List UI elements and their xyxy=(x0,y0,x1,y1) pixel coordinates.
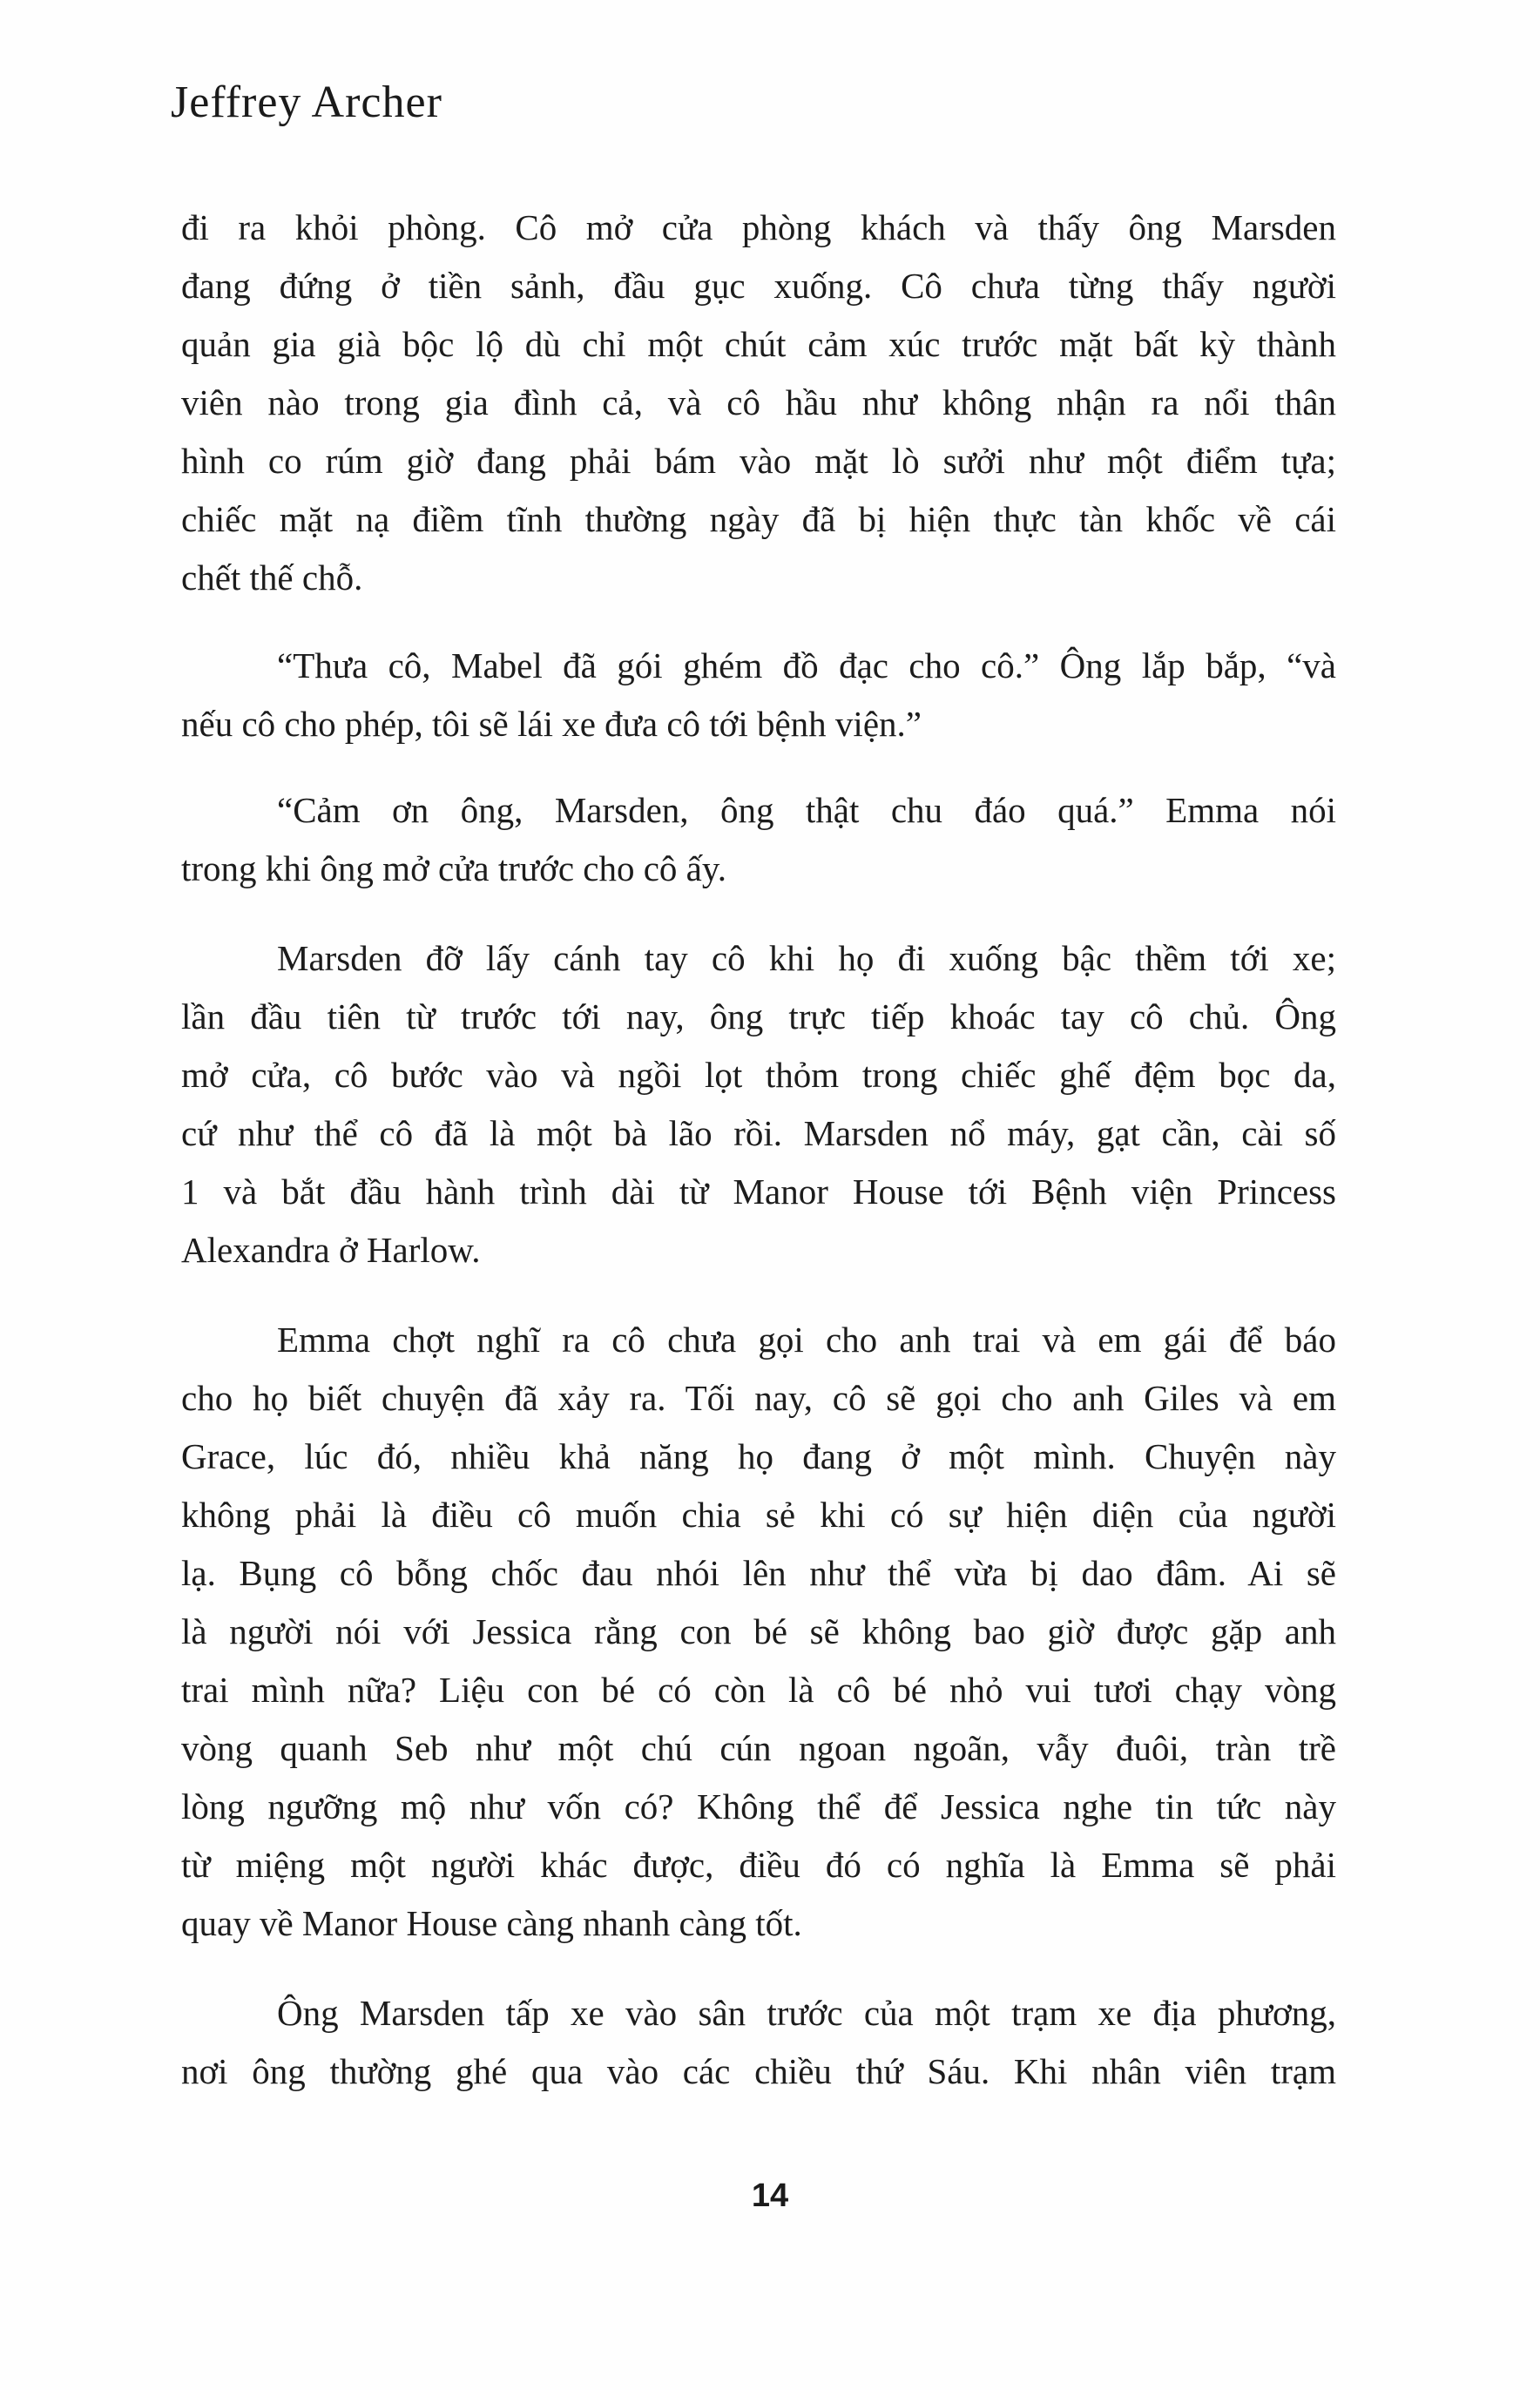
text-line: Alexandra ở Harlow. xyxy=(181,1230,481,1270)
paragraph-4 xyxy=(181,929,1336,1279)
text-line: “Cảm ơn ông, Marsden, ông thật chu đáo quá.” Emma nói xyxy=(277,790,1336,830)
paragraph-2 xyxy=(181,637,1336,753)
text-line: Grace, lúc đó, nhiều khả năng họ đang ở một mình. Chuyện này xyxy=(181,1436,1336,1476)
text-line: là người nói với Jessica rằng con bé sẽ không bao giờ được gặp anh xyxy=(181,1611,1336,1651)
text-line: Marsden đỡ lấy cánh tay cô khi họ đi xuống bậc thềm tới xe; xyxy=(277,938,1336,978)
text-line: lòng ngưỡng mộ như vốn có? Không thể để Jessica nghe tin tức này xyxy=(181,1786,1336,1826)
text-line: cho họ biết chuyện đã xảy ra. Tối nay, cô sẽ gọi cho anh Giles và em xyxy=(181,1378,1336,1418)
running-header: Jeffrey Archer xyxy=(171,78,442,127)
text-line: hình co rúm giờ đang phải bám vào mặt lò sưởi như một điểm tựa; xyxy=(181,441,1336,481)
paragraph-6 xyxy=(181,1984,1336,2101)
text-line: quản gia già bộc lộ dù chỉ một chút cảm xúc trước mặt bất kỳ thành xyxy=(181,324,1336,364)
text-line: lần đầu tiên từ trước tới nay, ông trực tiếp khoác tay cô chủ. Ông xyxy=(181,996,1336,1036)
text-line: không phải là điều cô muốn chia sẻ khi có sự hiện diện của người xyxy=(181,1495,1336,1535)
paragraph-5 xyxy=(181,1311,1336,1953)
paragraph-1 xyxy=(181,199,1336,607)
page-number: 14 xyxy=(751,2177,789,2214)
text-line: từ miệng một người khác được, điều đó có nghĩa là Emma sẽ phải xyxy=(181,1845,1336,1885)
text-line: Ông Marsden tấp xe vào sân trước của một trạm xe địa phương, xyxy=(277,1993,1336,2033)
text-line: mở cửa, cô bước vào và ngồi lọt thỏm trong chiếc ghế đệm bọc da, xyxy=(181,1055,1336,1095)
text-line: trong khi ông mở cửa trước cho cô ấy. xyxy=(181,848,726,888)
text-line: quay về Manor House càng nhanh càng tốt. xyxy=(181,1903,802,1943)
text-line: viên nào trong gia đình cả, và cô hầu như không nhận ra nổi thân xyxy=(181,382,1336,422)
text-line: vòng quanh Seb như một chú cún ngoan ngoãn, vẫy đuôi, tràn trề xyxy=(181,1728,1336,1768)
body-text xyxy=(181,199,1336,2127)
paragraph-3 xyxy=(181,781,1336,898)
text-line: chết thế chỗ. xyxy=(181,557,363,598)
text-line: cứ như thể cô đã là một bà lão rồi. Marsden nổ máy, gạt cần, cài số xyxy=(181,1113,1336,1153)
text-line: Emma chợt nghĩ ra cô chưa gọi cho anh trai và em gái để báo xyxy=(277,1320,1336,1360)
text-line: nơi ông thường ghé qua vào các chiều thứ Sáu. Khi nhân viên trạm xyxy=(181,2051,1336,2091)
text-line: “Thưa cô, Mabel đã gói ghém đồ đạc cho cô.” Ông lắp bắp, “và xyxy=(277,645,1336,685)
text-line: đi ra khỏi phòng. Cô mở cửa phòng khách và thấy ông Marsden xyxy=(181,207,1336,247)
text-line: đang đứng ở tiền sảnh, đầu gục xuống. Cô chưa từng thấy người xyxy=(181,266,1336,306)
text-line: trai mình nữa? Liệu con bé có còn là cô bé nhỏ vui tươi chạy vòng xyxy=(181,1670,1336,1710)
text-line: lạ. Bụng cô bỗng chốc đau nhói lên như thể vừa bị dao đâm. Ai sẽ xyxy=(181,1553,1336,1593)
text-line: nếu cô cho phép, tôi sẽ lái xe đưa cô tới bệnh viện.” xyxy=(181,704,922,744)
text-line: 1 và bắt đầu hành trình dài từ Manor House tới Bệnh viện Princess xyxy=(181,1171,1336,1212)
text-line: chiếc mặt nạ điềm tĩnh thường ngày đã bị hiện thực tàn khốc về cái xyxy=(181,499,1336,539)
